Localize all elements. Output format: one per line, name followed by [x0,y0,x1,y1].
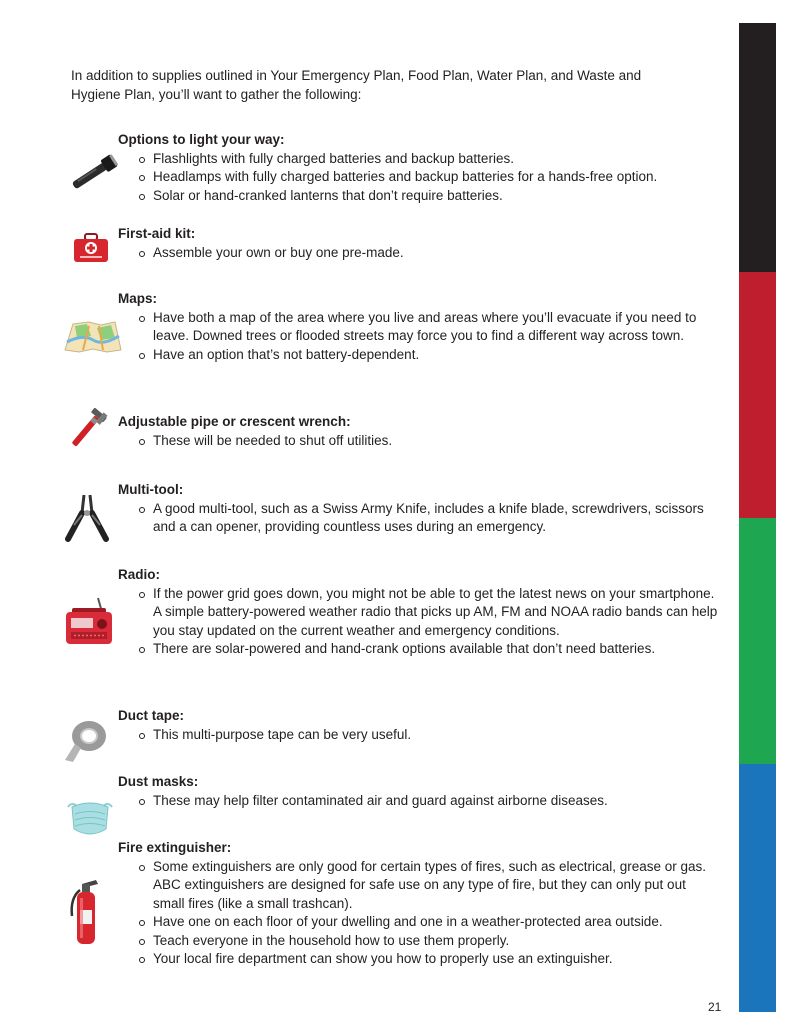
pipe-wrench-icon [66,404,110,458]
list-item: These may help filter contaminated air and guard against airborne diseases. [138,792,718,811]
flashlight-icon [66,150,122,202]
section-duct-tape [118,707,718,744]
list-item: These will be needed to shut off utilities. [138,432,718,451]
section-multi-tool [118,481,718,537]
bullet-list [118,792,718,811]
list-item: Have both a map of the area where you live and areas where you’ll evacuate if you need to leave. Downed trees or flooded streets may force you to find a different way across town. [138,309,718,346]
section-first-aid [118,225,718,262]
section-heading: Adjustable pipe or crescent wrench: [118,414,351,429]
list-item: There are solar-powered and hand-crank options available that don’t need batteries. [138,640,718,659]
list-item: A good multi-tool, such as a Swiss Army Knife, includes a knife blade, screwdrivers, scissors and a can opener, providing countless uses during an emergency. [138,500,718,537]
fire-extinguisher-icon [66,876,106,954]
section-dust-masks [118,773,718,810]
color-tab-blue [739,764,776,1012]
bullet-list [118,585,718,659]
list-item: If the power grid goes down, you might not be able to get the latest news on your smartphone. A simple battery-powered weather radio that picks up AM, FM and NOAA radio bands can help you stay updated on the current weather and emergency conditions. [138,585,718,641]
color-tab-green [739,518,776,764]
duct-tape-icon [63,716,109,770]
bullet-list [118,150,718,206]
section-heading: Maps: [118,291,158,306]
bullet-list [118,309,718,365]
list-item: Some extinguishers are only good for certain types of fires, such as electrical, grease or gas. ABC extinguishers are designed for safe use on any type of fire, but they can only put out small fires (like a small trashcan). [138,858,718,914]
section-radio [118,566,718,659]
section-heading: Fire extinguisher: [118,840,232,855]
multi-tool-icon [60,491,114,549]
bullet-list [118,500,718,537]
list-item: Your local fire department can show you how to properly use an extinguisher. [138,950,718,969]
dust-mask-icon [66,797,114,847]
section-heading: Radio: [118,567,160,582]
section-maps [118,290,718,364]
bullet-list [118,726,718,745]
first-aid-kit-icon [72,232,110,270]
section-fire-extinguisher [118,839,718,969]
bullet-list [118,432,718,451]
radio-icon [64,596,114,654]
section-lights [118,131,718,205]
color-tab-black [739,23,776,272]
section-heading: Duct tape: [118,708,185,723]
page-number: 21 [708,1000,722,1014]
list-item: Flashlights with fully charged batteries and backup batteries. [138,150,718,169]
color-tab-red [739,272,776,518]
bullet-list [118,858,718,969]
section-heading: Options to light your way: [118,132,285,147]
list-item: Solar or hand-cranked lanterns that don’t require batteries. [138,187,718,206]
list-item: Have an option that’s not battery-dependent. [138,346,718,365]
section-wrench [118,413,718,450]
intro-paragraph: In addition to supplies outlined in Your Emergency Plan, Food Plan, Water Plan, and Waste and Hygiene Plan, you’ll want to gather the following: [71,68,642,102]
list-item: Assemble your own or buy one pre-made. [138,244,718,263]
section-heading: First-aid kit: [118,226,196,241]
section-heading: Multi-tool: [118,482,184,497]
list-item: Teach everyone in the household how to use them properly. [138,932,718,951]
bullet-list [118,244,718,263]
map-icon [63,320,123,360]
list-item: This multi-purpose tape can be very useful. [138,726,718,745]
list-item: Headlamps with fully charged batteries and backup batteries for a hands-free option. [138,168,718,187]
list-item: Have one on each floor of your dwelling and one in a weather-protected area outside. [138,913,718,932]
section-heading: Dust masks: [118,774,199,789]
